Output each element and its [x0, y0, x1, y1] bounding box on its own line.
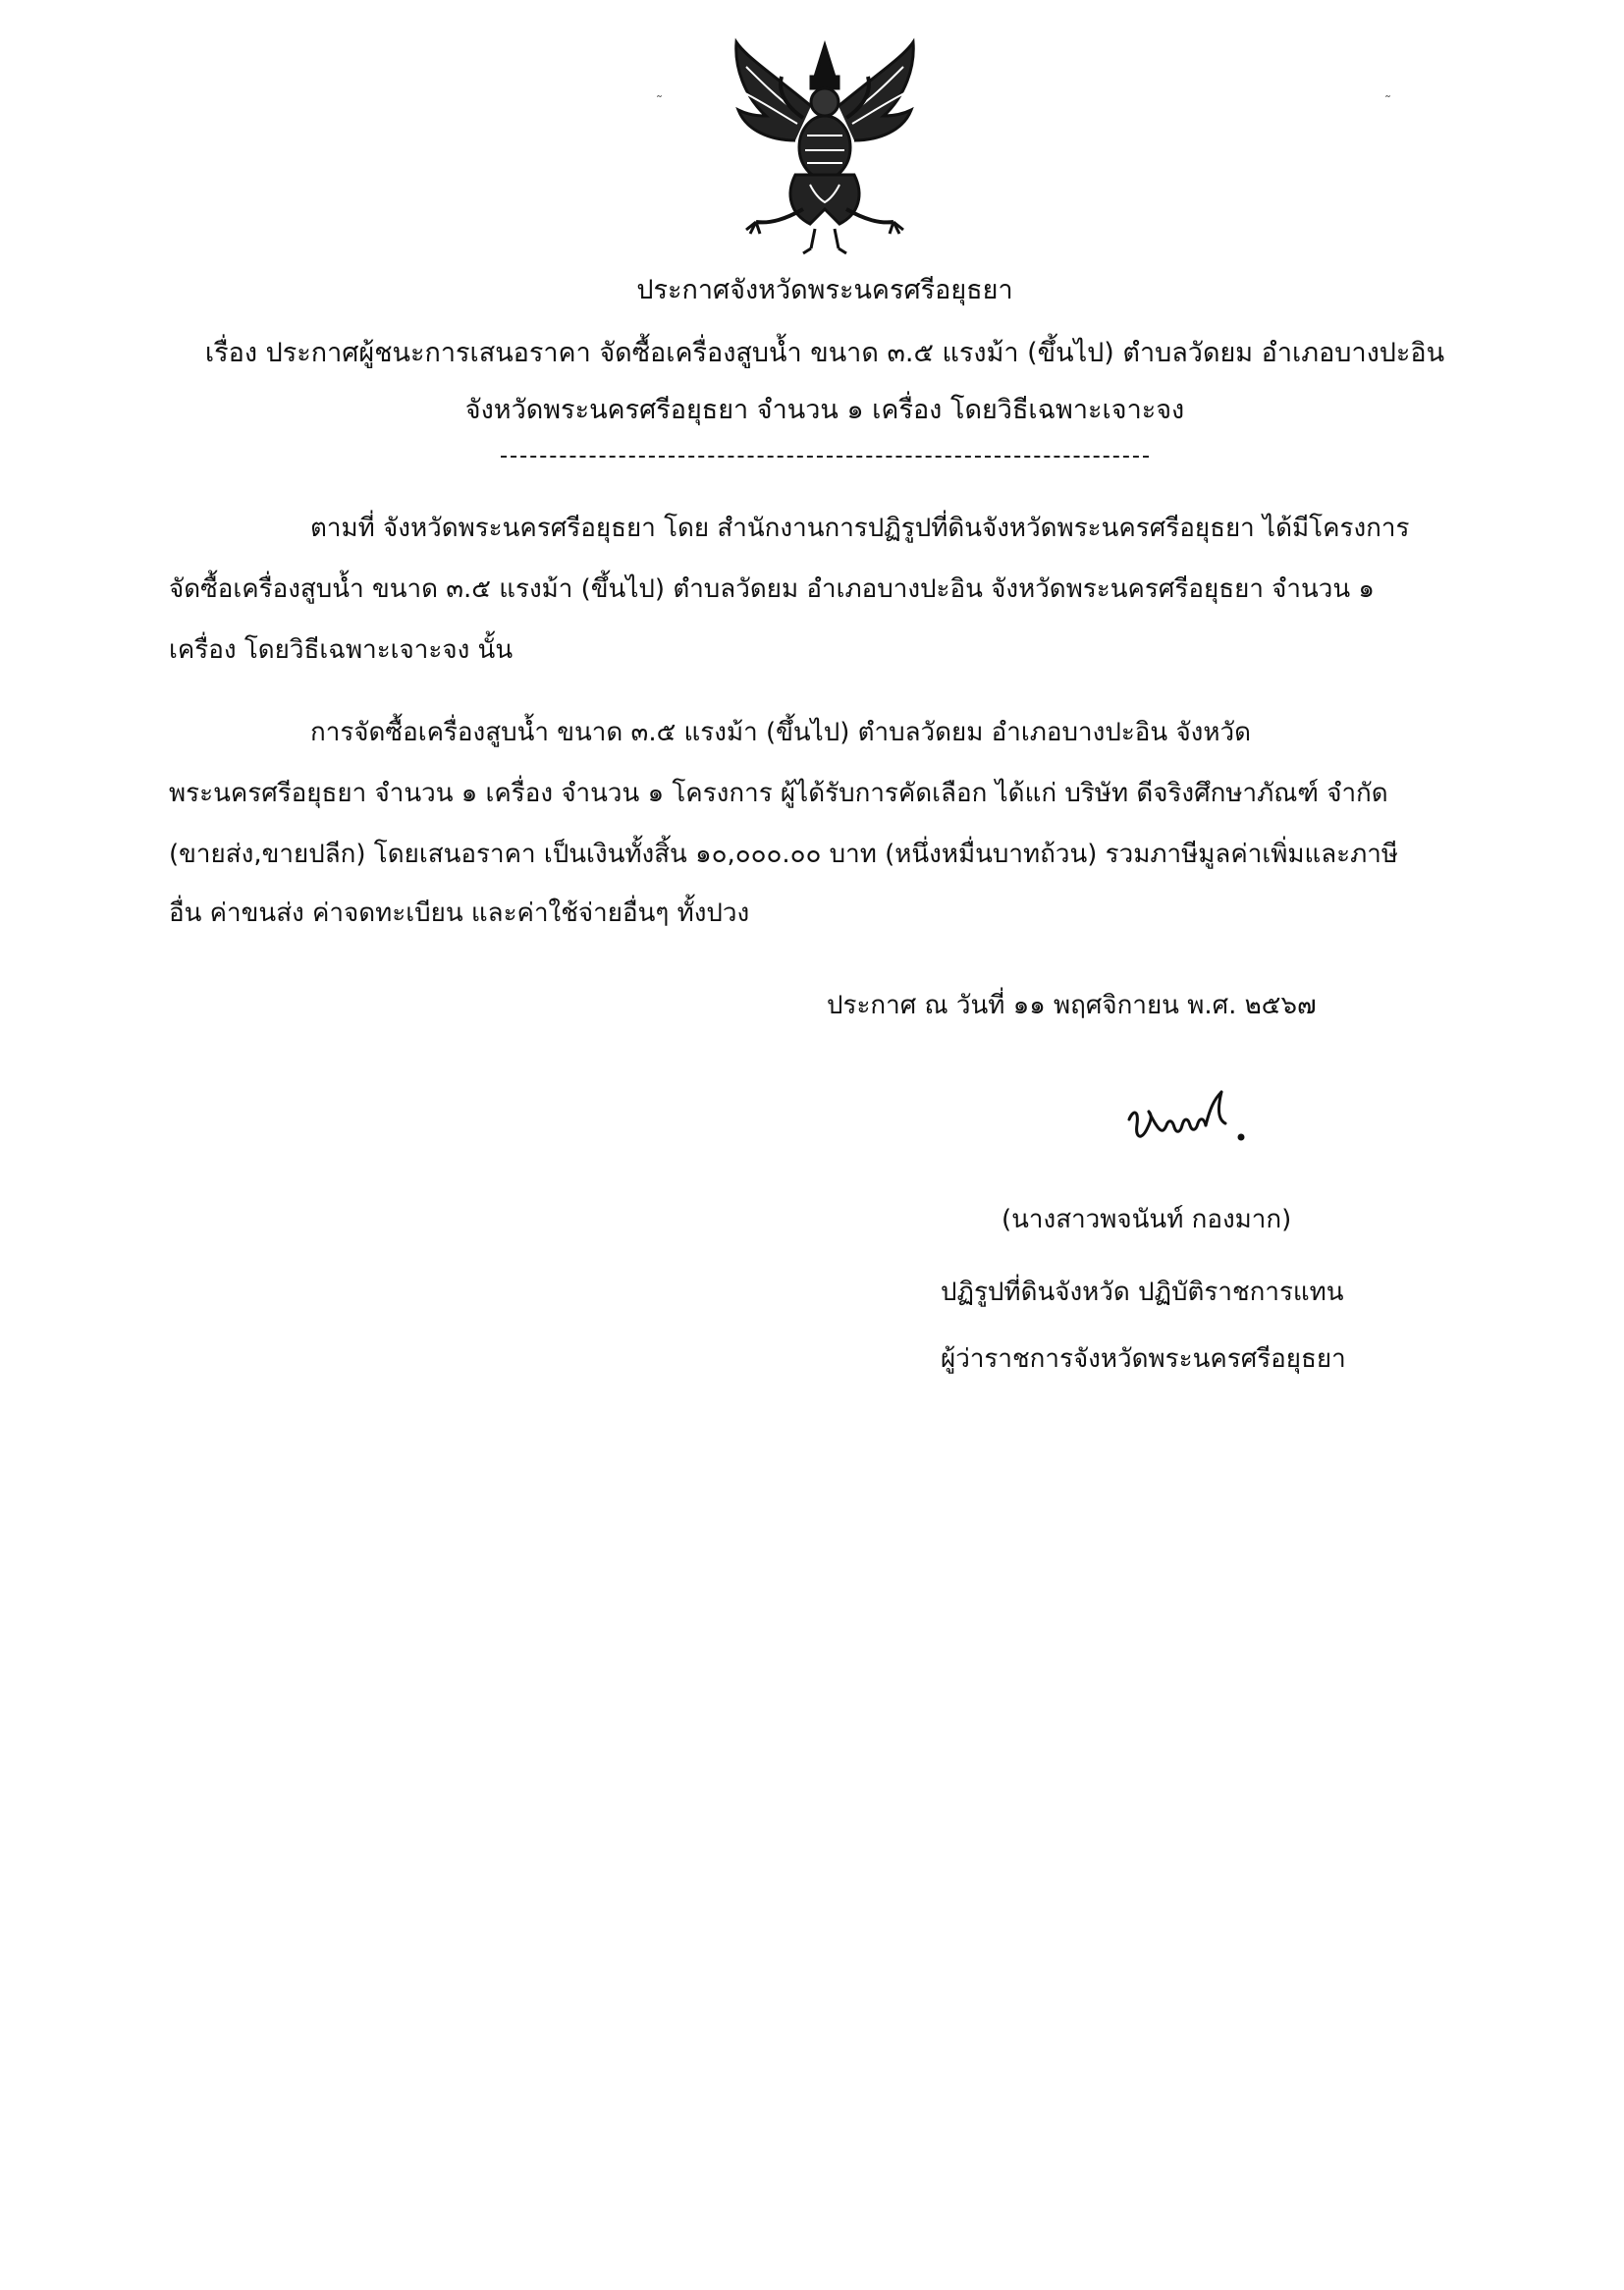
- subject-line-1: เรื่อง ประกาศผู้ชนะการเสนอราคา จัดซื้อเครื่องสูบน้ำ ขนาด ๓.๕ แรงม้า (ขึ้นไป) ตำบลวัดยม อำเภอบางปะอิน: [204, 338, 1445, 368]
- announcement-title: ประกาศจังหวัดพระนครศรีอยุธยา: [636, 275, 1013, 305]
- paragraph-2-line-1: การจัดซื้อเครื่องสูบน้ำ ขนาด ๓.๕ แรงม้า (ขึ้นไป) ตำบลวัดยม อำเภอบางปะอิน จังหวัด: [310, 718, 1252, 747]
- garuda-emblem-icon: [717, 37, 933, 255]
- paragraph-1-line-2: จัดซื้อเครื่องสูบน้ำ ขนาด ๓.๕ แรงม้า (ขึ้นไป) ตำบลวัดยม อำเภอบางปะอิน จังหวัดพระนครศรีอยุธยา จำนวน ๑: [169, 574, 1375, 604]
- scan-speck-left: ˜: [656, 94, 663, 110]
- signer-position-2: ผู้ว่าราชการจังหวัดพระนครศรีอยุธยา: [941, 1344, 1346, 1374]
- paragraph-1-line-3: เครื่อง โดยวิธีเฉพาะเจาะจง นั้น: [169, 635, 514, 665]
- paragraph-2-line-2: พระนครศรีอยุธยา จำนวน ๑ เครื่อง จำนวน ๑ โครงการ ผู้ได้รับการคัดเลือก ได้แก่ บริษัท ดีจริงศึกษาภัณฑ์ จำกัด: [169, 779, 1388, 808]
- signer-position-1: ปฏิรูปที่ดินจังหวัด ปฏิบัติราชการแทน: [941, 1278, 1344, 1307]
- announce-date: ประกาศ ณ วันที่ ๑๑ พฤศจิกายน พ.ศ. ๒๕๖๗: [827, 991, 1317, 1020]
- signer-name: (นางสาวพจนันท์ กองมาก): [1001, 1205, 1292, 1234]
- paragraph-1-line-1: ตามที่ จังหวัดพระนครศรีอยุธยา โดย สำนักงานการปฏิรูปที่ดินจังหวัดพระนครศรีอยุธยา ได้มีโครงการ: [310, 514, 1410, 543]
- handwritten-signature-icon: [1119, 1080, 1267, 1169]
- paragraph-2-line-4: อื่น ค่าขนส่ง ค่าจดทะเบียน และค่าใช้จ่ายอื่นๆ ทั้งปวง: [169, 899, 750, 928]
- separator-line: [501, 456, 1149, 458]
- paragraph-2-line-3: (ขายส่ง,ขายปลีก) โดยเสนอราคา เป็นเงินทั้งสิ้น ๑๐,๐๐๐.๐๐ บาท (หนึ่งหมื่นบาทถ้วน) รวมภาษีมูลค่าเพิ่มและภาษี: [169, 840, 1399, 869]
- scan-speck-right: ˜: [1384, 94, 1391, 110]
- subject-line-2: จังหวัดพระนครศรีอยุธยา จำนวน ๑ เครื่อง โดยวิธีเฉพาะเจาะจง: [464, 395, 1185, 425]
